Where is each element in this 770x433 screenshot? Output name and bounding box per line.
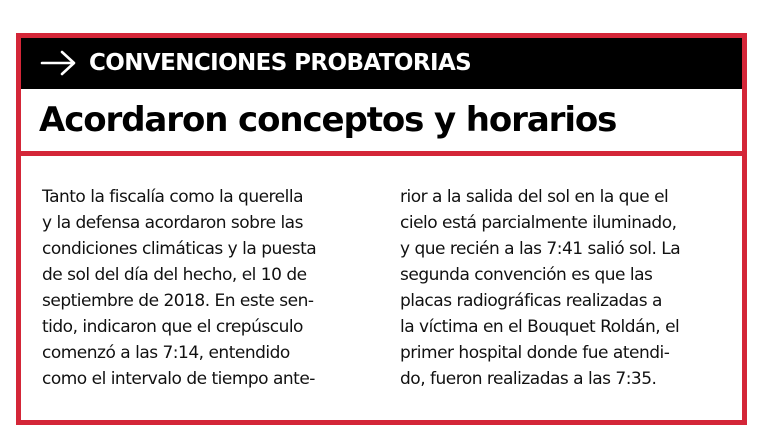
- body-line: y la defensa acordaron sobre las: [42, 213, 303, 233]
- body-line: do, fueron realizadas a las 7:35.: [400, 369, 657, 389]
- body-line: rior a la salida del sol en la que el: [400, 187, 669, 207]
- red-frame: [16, 33, 747, 425]
- headline: Acordaron conceptos y horarios: [39, 100, 617, 140]
- body-line: tido, indicaron que el crepúsculo: [42, 317, 303, 337]
- body-line: la víctima en el Bouquet Roldán, el: [400, 317, 680, 337]
- body-line: de sol del día del hecho, el 10 de: [42, 265, 307, 285]
- body-line: placas radiográficas realizadas a: [400, 291, 662, 311]
- body-line: segunda convención es que las: [400, 265, 653, 285]
- body-line: como el intervalo de tiempo ante-: [42, 369, 315, 389]
- body-line: cielo está parcialmente iluminado,: [400, 213, 677, 233]
- section-kicker: CONVENCIONES PROBATORIAS: [89, 50, 472, 76]
- body-line: y que recién a las 7:41 salió sol. La: [400, 239, 681, 259]
- kicker-bar: [21, 38, 742, 89]
- body-line: septiembre de 2018. En este sen-: [42, 291, 314, 311]
- body-column-right: [400, 184, 740, 392]
- body-line: condiciones climáticas y la puesta: [42, 239, 317, 259]
- body-column-left: [42, 184, 382, 392]
- body-line: primer hospital donde fue atendi-: [400, 343, 670, 363]
- body-line: Tanto la fiscalía como la querella: [42, 187, 303, 207]
- arrow-right-icon: [40, 50, 78, 76]
- red-divider: [21, 151, 742, 156]
- body-line: comenzó a las 7:14, entendido: [42, 343, 290, 363]
